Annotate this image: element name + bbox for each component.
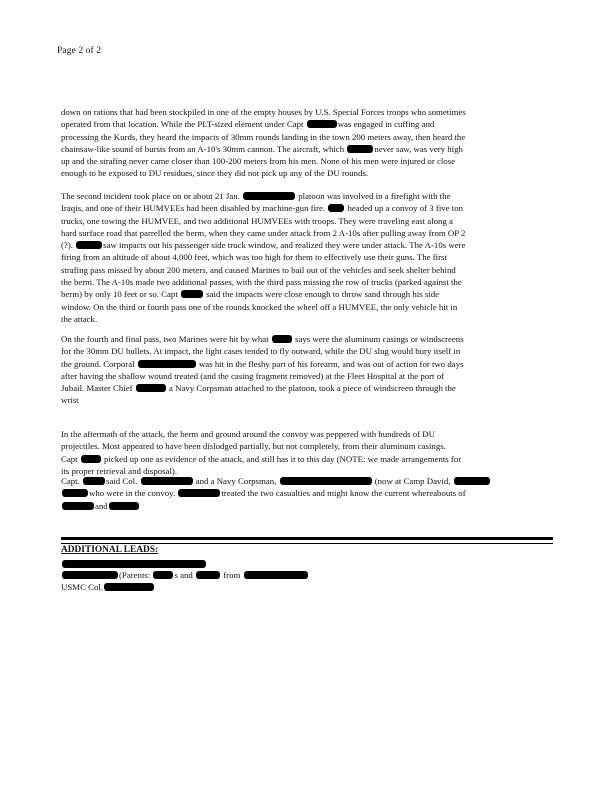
- lead-line-usmc: USMC Col.: [61, 581, 155, 593]
- text-line: The second incident took place on or about 21 Jan. platoon was involved in a firefight with the: [61, 191, 451, 201]
- text-line: projectiles. Most appeared to have been dislodged partially, but not completely, from their aluminum casings.: [61, 441, 446, 452]
- redaction-block: [244, 571, 308, 579]
- redaction-block: [328, 204, 344, 212]
- redaction-block: [196, 571, 220, 579]
- divider-thick: [61, 537, 553, 540]
- paragraph-3: [61, 333, 543, 407]
- text-line: up and the strafing never came closer than 100-200 meters from his men. None of his men were injured or close: [61, 156, 456, 167]
- redaction-block: [62, 571, 118, 579]
- redaction-block: [62, 560, 206, 568]
- text-line: and: [61, 500, 543, 512]
- redaction-block: [153, 571, 173, 579]
- redaction-block: [243, 192, 295, 200]
- text-line: Capt picked up one as evidence of the attack, and still has it to this day (NOTE: we made arrangements for: [61, 453, 462, 464]
- redaction-block: [109, 502, 139, 510]
- lead-line-parents: (Parents: s and from: [61, 569, 309, 581]
- text-line: firing from an altitude of about 4,000 feet, which was too high for them to effectively use their guns. The first: [61, 252, 447, 263]
- text-line: after having the shallow wound treated (and the casing fragment removed) at the Fleet Hospital at the port of: [61, 370, 445, 381]
- text-line: the berm. The A-10s made two additional passes, with the third pass missing the row of trucks (parked against the: [61, 277, 462, 288]
- redaction-block: [81, 455, 101, 463]
- text-line: (?). saw impacts out his passenger side truck window, and realized they were under attack. The A-10s were: [61, 240, 466, 251]
- redaction-block: [76, 241, 102, 249]
- text-line: processing the Kurds, they heard the impacts of 30mm rounds landing in the town 200 meters away, then heard the: [61, 131, 466, 142]
- redaction-block: [83, 477, 105, 485]
- text-line: wrist: [61, 395, 79, 406]
- paragraph-5: [61, 475, 543, 512]
- redaction-block: [62, 502, 94, 510]
- text-line: for the 30mm DU bullets. At impact, the light cases tended to fly outward, while the DU slug would bury itself in: [61, 346, 461, 357]
- text-line: trucks, one towing the HUMVEE, and two additional HUMVEEs with troops. They were traveling east along a: [61, 215, 453, 226]
- text-line: Capt. said Col. and a Navy Corpsman, (now at Camp David,: [61, 475, 543, 487]
- page-number-header: Page 2 of 2: [57, 46, 102, 56]
- text-line: Iraqis, and one of their HUMVEEs had been disabled by machine-gun fire. headed up a convoy of 3 five ton: [61, 203, 464, 214]
- redaction-block: [178, 489, 220, 497]
- text-line: the ground. Corporal was hit in the fleshy part of his forearm, and was out of action for two days: [61, 358, 464, 369]
- text-line: who were in the convoy. treated the two casualties and might know the current whereabouts of: [61, 487, 543, 499]
- redaction-block: [141, 477, 193, 485]
- divider-thin: [61, 543, 553, 544]
- redaction-block: [136, 384, 166, 392]
- text-line: On the fourth and final pass, two Marines were hit by what says were the aluminum casings or windscreens: [61, 334, 464, 344]
- redaction-block: [181, 290, 203, 298]
- redaction-block: [307, 120, 337, 128]
- text-line: berm) by only 10 feet or so. Capt said the impacts were close enough to throw sand through his side: [61, 289, 440, 300]
- paragraph-2: [61, 190, 543, 325]
- text-line: down on rations that had been stockpiled in one of the empty houses by U.S. Special Forces troops who sometimes: [61, 107, 466, 117]
- text-line: its proper retrieval and disposal).: [61, 465, 178, 476]
- redaction-block: [347, 145, 373, 153]
- redaction-block: [62, 489, 88, 497]
- paragraph-4: [61, 428, 543, 477]
- text-line: Jubail. Master Chief a Navy Corpsman attached to the platoon, took a piece of windscreen through the: [61, 383, 456, 394]
- redaction-block: [138, 360, 196, 368]
- text-line: strafing pass missed by about 200 meters, and caused Marines to bail out of the vehicles and seek shelter behind: [61, 264, 456, 275]
- redaction-block: [454, 477, 490, 485]
- text-line: In the aftermath of the attack, the berm and ground around the convoy was peppered with hundreds of DU: [61, 429, 435, 439]
- text-line: the attack.: [61, 313, 98, 324]
- text-line: chainsaw-like sound of bursts from an A-10's 30mm cannon. The aircraft, which never saw, was very high: [61, 143, 463, 154]
- paragraph-1: [61, 106, 543, 180]
- additional-leads-heading: ADDITIONAL LEADS:: [61, 545, 159, 555]
- text-line: enough to be exposed to DU residues, since they did not pick up any of the DU rounds.: [61, 168, 369, 179]
- redaction-block: [280, 477, 372, 485]
- text-line: hard surface road that parrelled the berm, when they came under attack from 2 A-10s after pulling away from OP 2: [61, 227, 466, 238]
- text-line: operated from that location. While the PLT-sized element under Capt was engaged in cuffing and: [61, 119, 435, 130]
- text-line: window. On the third or fourth pass one of the rounds knocked the wheel off a HUMVEE, the only vehicle hit in: [61, 301, 458, 312]
- redaction-block: [272, 335, 292, 343]
- redaction-block: [104, 583, 154, 591]
